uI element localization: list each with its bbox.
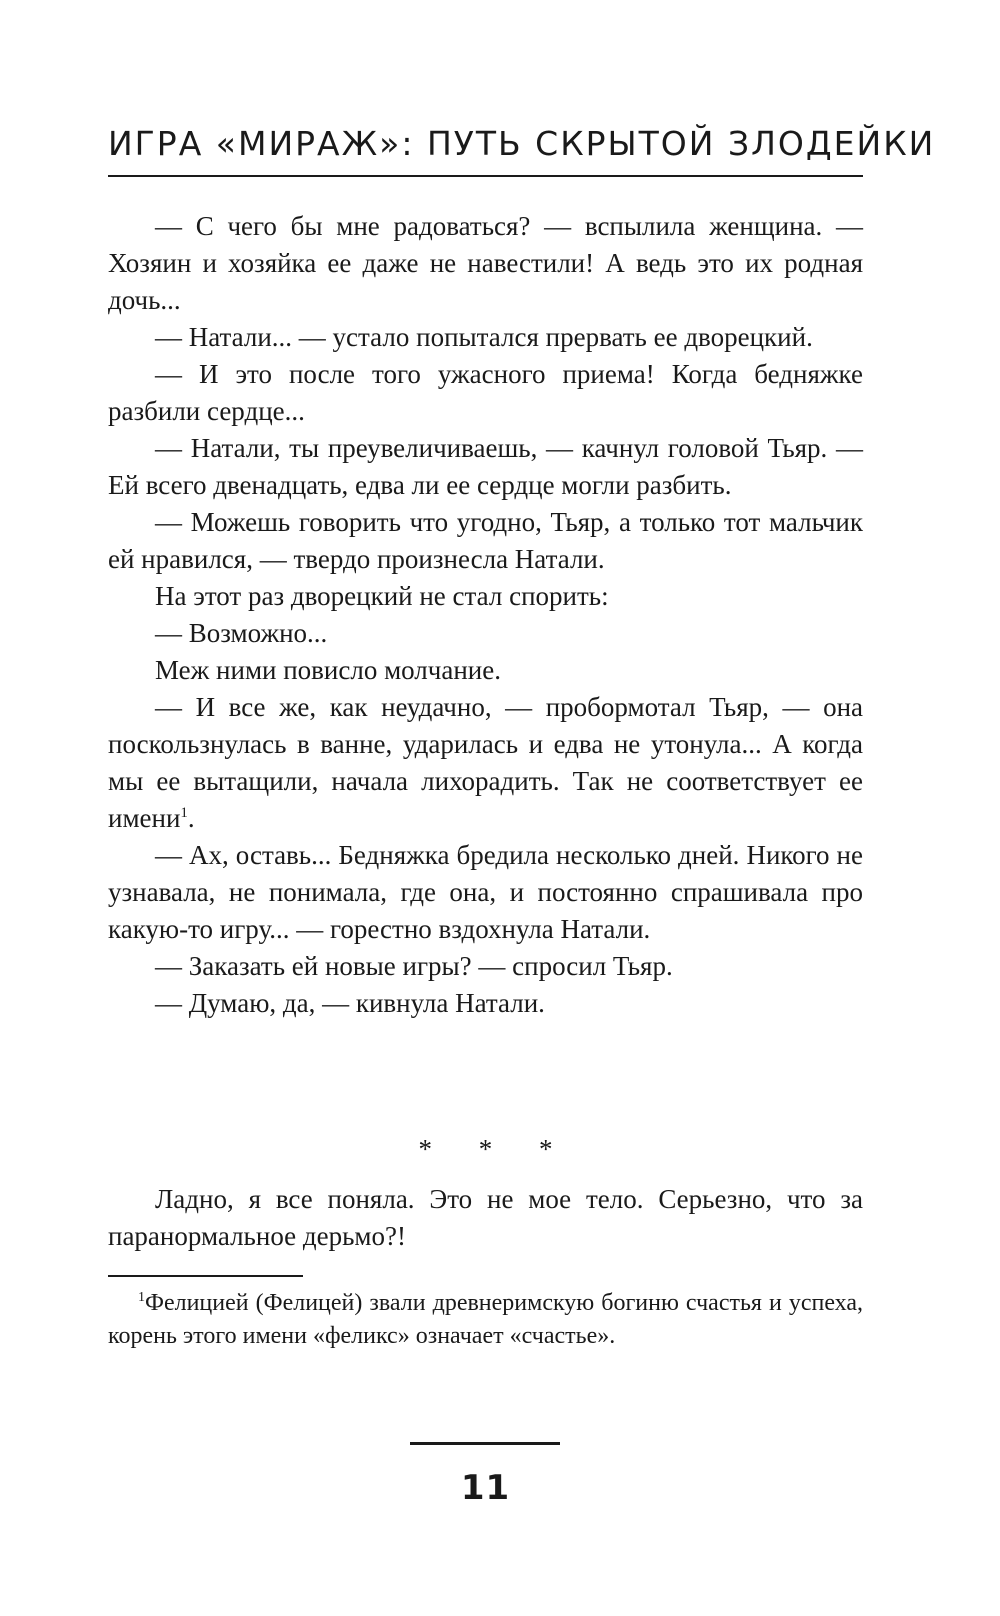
paragraph: — Возможно...: [155, 618, 328, 648]
page-number: 11: [460, 1468, 511, 1508]
book-page: [108, 0, 936, 1616]
footnote-text: Фелицией (Фелицей) звали древнеримскую богиню счастья и успеха, корень этого имени «феликс» означает «счастье».: [108, 1290, 863, 1349]
page-number-rule: [410, 1442, 560, 1445]
paragraph-text: — И все же, как неудачно, — пробормотал Тьяр, — она поскользнулась в ванне, ударилась и едва не утонула... А когда мы ее вытащили, начала лихорадить. Так не соответствует ее имени: [108, 692, 863, 833]
paragraph: На этот раз дворецкий не стал спорить:: [155, 581, 609, 611]
section-separator: * * *: [418, 1134, 573, 1164]
paragraph: — И это после того ужасного приема! Когда бедняжке разбили сердце...: [108, 359, 863, 426]
paragraph: — С чего бы мне радоваться? — вспылила женщина. — Хозяин и хозяйка ее даже не навестили! А ведь это их родная дочь...: [108, 211, 863, 315]
paragraph: — Натали... — устало попытался прервать ее дворецкий.: [155, 322, 813, 352]
paragraph-with-footnote-ref: [108, 689, 863, 837]
paragraph: — Думаю, да, — кивнула Натали.: [155, 988, 545, 1018]
footnote-marker: 1: [138, 1290, 145, 1305]
paragraph: — Заказать ей новые игры? — спросил Тьяр.: [155, 951, 673, 981]
section-text: [108, 1181, 863, 1255]
header-rule: [108, 175, 863, 177]
paragraph: Меж ними повисло молчание.: [155, 655, 501, 685]
paragraph: Ладно, я все поняла. Это не мое тело. Серьезно, что за паранормальное дерьмо?!: [108, 1184, 863, 1251]
footnote: [108, 1287, 863, 1353]
main-text: [108, 208, 863, 1022]
paragraph: — Натали, ты преувеличиваешь, — качнул головой Тьяр. — Ей всего двенадцать, едва ли ее сердце могли разбить.: [108, 433, 863, 500]
paragraph-tail: .: [187, 803, 195, 833]
paragraph: — Можешь говорить что угодно, Тьяр, а только тот мальчик ей нравился, — твердо произнесла Натали.: [108, 507, 863, 574]
footnote-rule: [108, 1275, 303, 1277]
footnote-reference: 1: [180, 805, 188, 821]
running-head: ИГРА «МИРАЖ»: ПУТЬ СКРЫТОЙ ЗЛОДЕЙКИ: [108, 124, 936, 163]
paragraph: — Ах, оставь... Бедняжка бредила несколько дней. Никого не узнавала, не понимала, где она, и постоянно спрашивала про какую-то игру... — горестно вздохнула Натали.: [108, 840, 863, 944]
